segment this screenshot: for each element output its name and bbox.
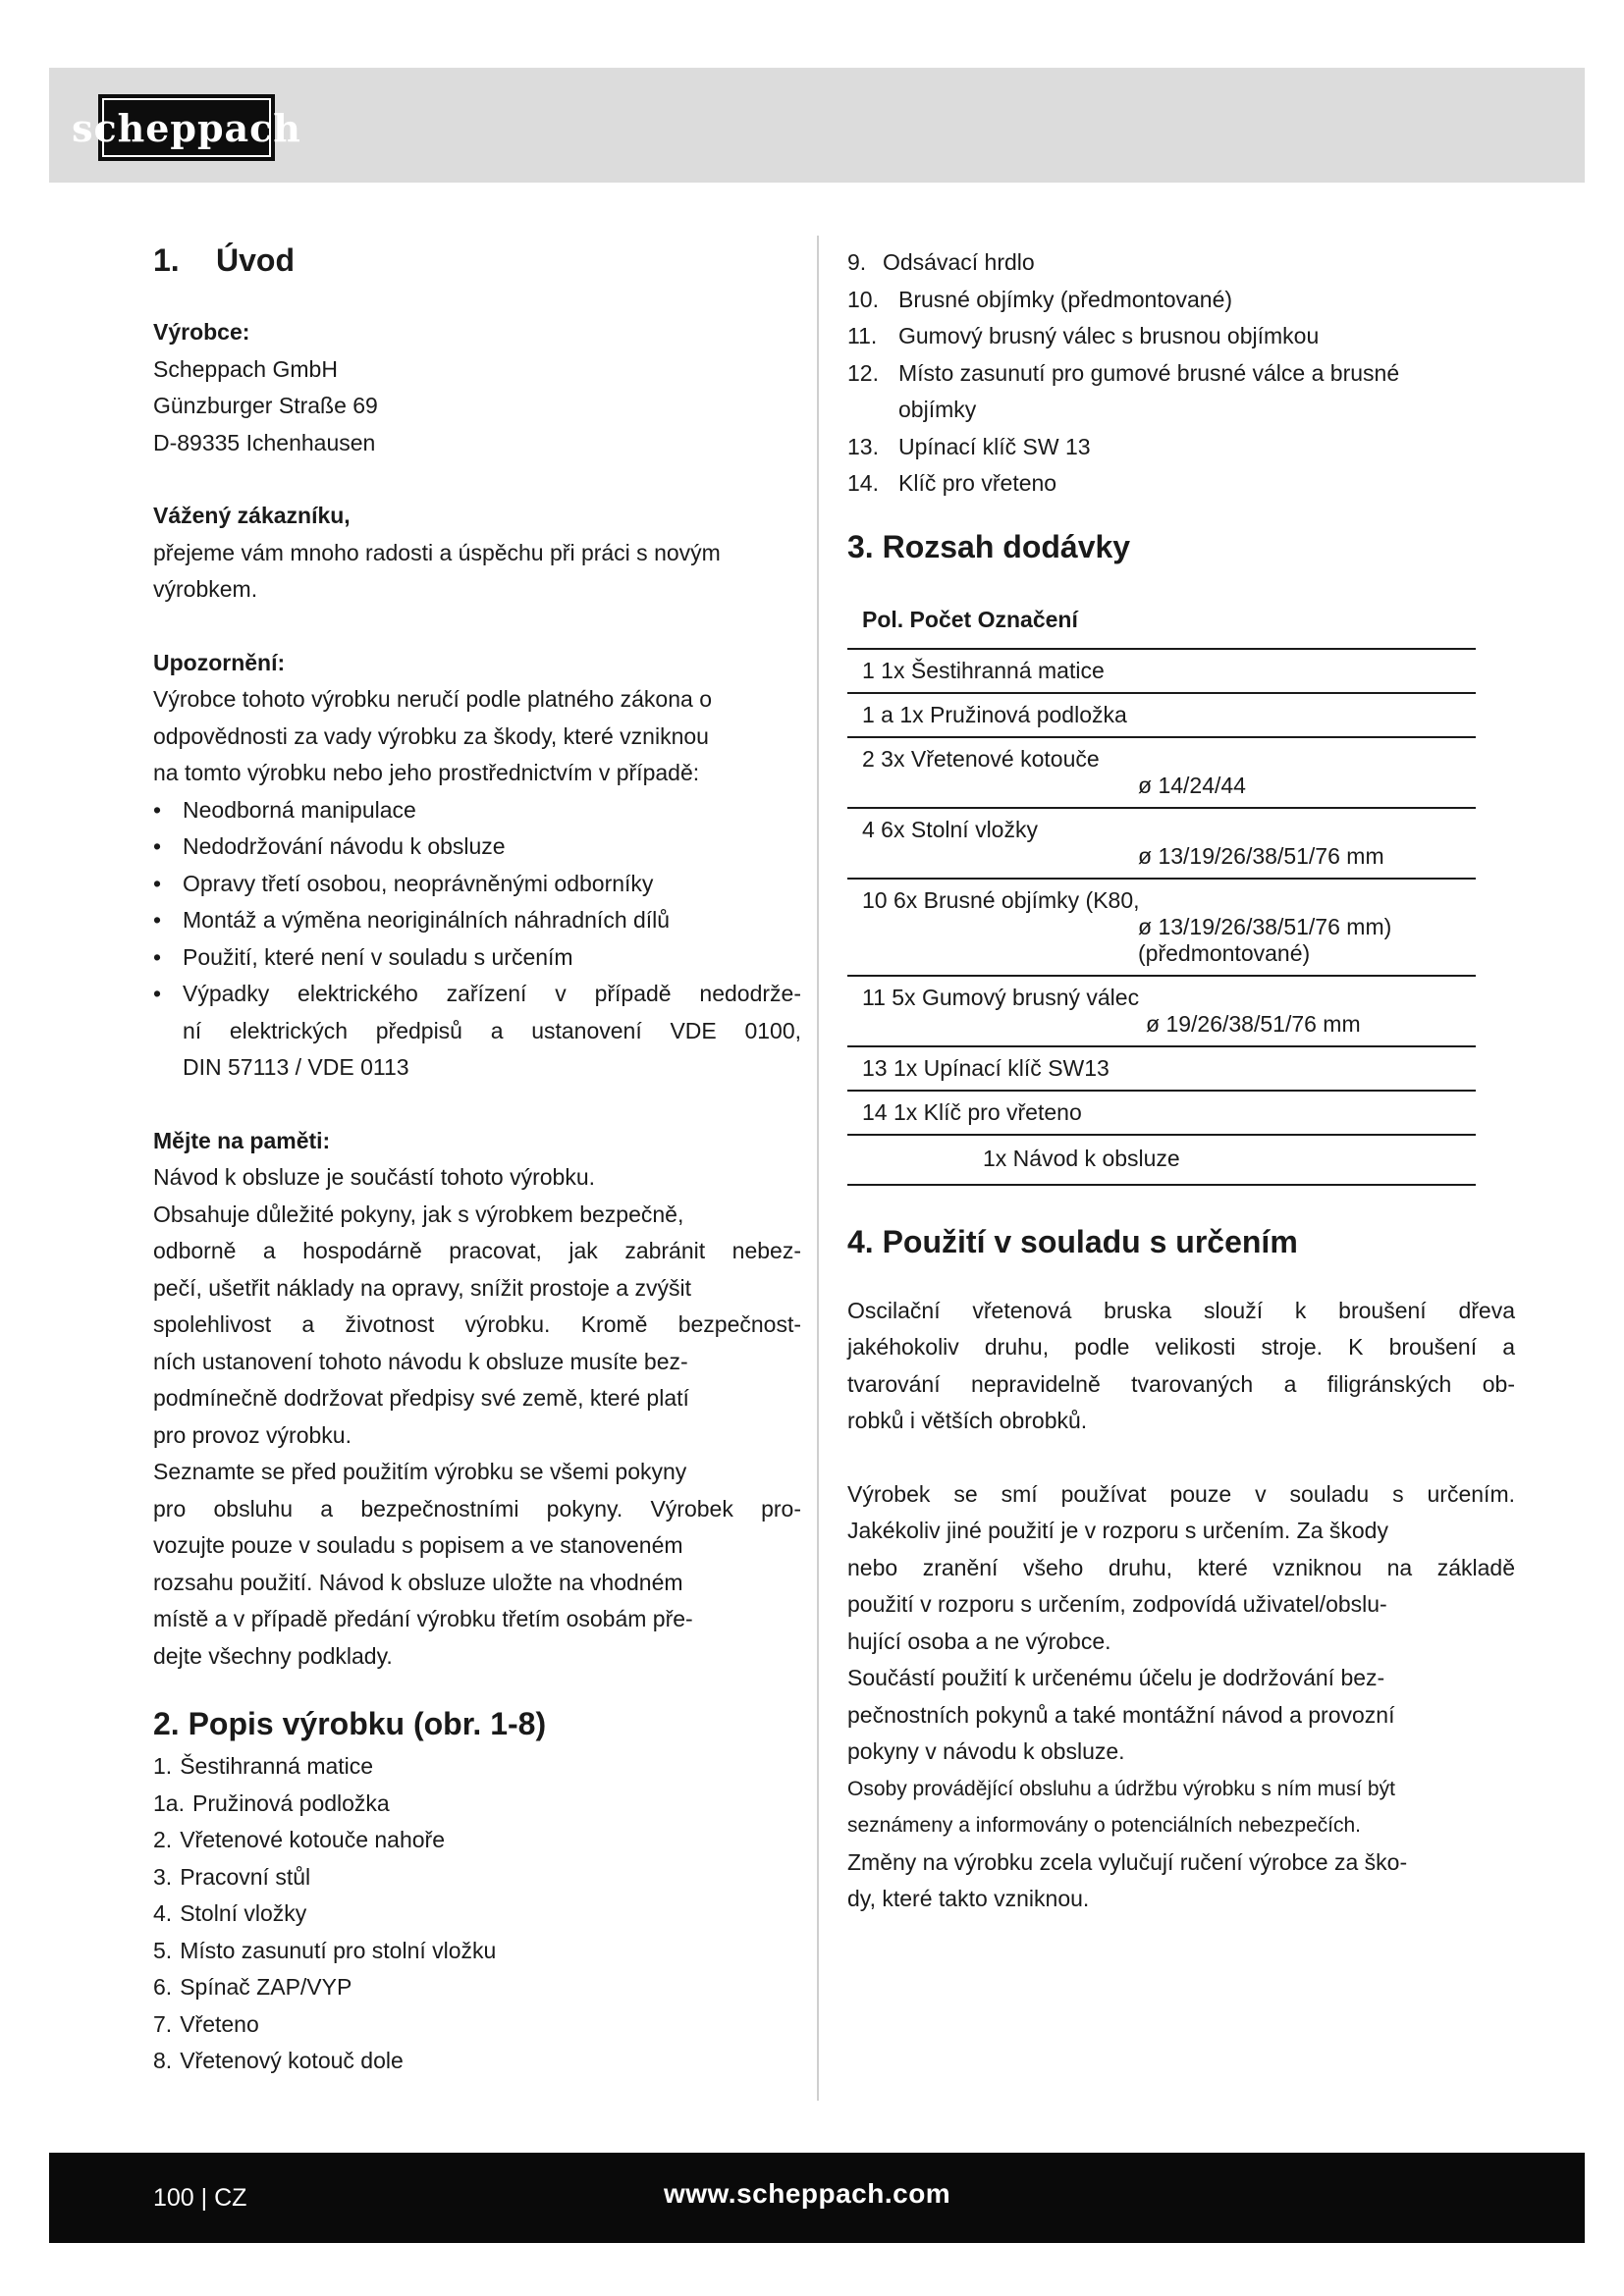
parts-list-continued xyxy=(847,244,1515,503)
list-item xyxy=(153,1786,801,1823)
list-item: • Opravy třetí osobou, neoprávněnými odborníky xyxy=(153,866,801,903)
intended-use-paragraph-1 xyxy=(847,1293,1515,1440)
list-item: • Montáž a výměna neoriginálních náhradních dílů xyxy=(153,902,801,939)
table-cell: 10 6x Brusné objímky (K80, xyxy=(862,886,1140,913)
item-text: Pružinová podložka xyxy=(191,1789,390,1816)
item-number: 3. xyxy=(153,1863,173,1890)
paragraph-line: tvarování nepravidelně tvarovaných a filigránských ob- xyxy=(847,1370,1515,1397)
list-item-line: DIN 57113 / VDE 0113 xyxy=(183,1054,409,1080)
paragraph-line: Seznamte se před použitím výrobku se všemi pokyny xyxy=(153,1459,687,1484)
list-item xyxy=(847,244,1515,282)
manufacturer-label: Výrobce: xyxy=(153,319,250,345)
item-number: 4. xyxy=(153,1900,173,1926)
notice-block xyxy=(153,645,801,1087)
list-item xyxy=(153,2006,801,2044)
paragraph-line: Změny na výrobku zcela vylučují ručení výrobce za ško- xyxy=(847,1848,1408,1875)
item-text: Klíč pro vřeteno xyxy=(898,470,1057,496)
item-text: Gumový brusný válec s brusnou objímkou xyxy=(898,323,1320,348)
table-cell-detail: ø 13/19/26/38/51/76 mm xyxy=(1138,842,1384,869)
table-cell: 1x Návod k obsluze xyxy=(983,1145,1180,1171)
column-divider xyxy=(817,236,819,2101)
customer-line: výrobkem. xyxy=(153,576,258,602)
section-1-heading xyxy=(153,236,801,285)
item-text: Vřeteno xyxy=(180,2010,259,2037)
list-item xyxy=(153,1969,801,2006)
remember-block xyxy=(153,1123,801,1676)
section-2-heading xyxy=(153,1699,801,1748)
table-row xyxy=(847,1047,1476,1092)
footer-bar xyxy=(49,2153,1585,2243)
paragraph-line: dy, které takto vzniknou. xyxy=(847,1886,1090,1911)
list-item xyxy=(847,429,1515,466)
item-text: Pracovní stůl xyxy=(180,1863,311,1890)
item-number: 1a. xyxy=(153,1789,185,1816)
table-header: Pol. Počet Označení xyxy=(847,593,1476,650)
remember-label: Mějte na paměti: xyxy=(153,1127,331,1153)
item-text: Místo zasunutí pro stolní vložku xyxy=(180,1937,497,1963)
item-text: Vřetenové kotouče nahoře xyxy=(180,1827,445,1852)
paragraph-line: Výrobek se smí používat pouze v souladu s určením. xyxy=(847,1480,1515,1507)
item-text-line: objímky xyxy=(898,397,977,422)
list-item xyxy=(153,976,801,1087)
item-number: 9. xyxy=(847,249,867,275)
table-cell-detail: ø 14/24/44 xyxy=(1138,772,1246,798)
paragraph-line: Obsahuje důležité pokyny, jak s výrobkem bezpečně, xyxy=(153,1201,684,1227)
customer-block xyxy=(153,498,801,609)
intended-use-paragraph-2 xyxy=(847,1476,1515,1918)
paragraph-line: pro obsluhu a bezpečnostními pokyny. Výrobek pro- xyxy=(153,1495,801,1522)
item-number: 8. xyxy=(153,2048,173,2073)
section-number: 1. xyxy=(153,242,180,278)
list-item: • Neodborná manipulace xyxy=(153,792,801,829)
paragraph-line: podmínečně dodržovat předpisy své země, které platí xyxy=(153,1385,689,1411)
item-number: 1. xyxy=(153,1753,173,1779)
list-item xyxy=(153,2043,801,2080)
table-cell: 1 1x Šestihranná matice xyxy=(862,657,1105,683)
section-title: Úvod xyxy=(216,242,295,278)
item-number: 10. xyxy=(847,286,879,312)
paragraph-line: pokyny v návodu k obsluze. xyxy=(847,1738,1125,1764)
liability-exclusion-list xyxy=(153,792,801,1087)
item-text-line: Místo zasunutí pro gumové brusné válce a brusné xyxy=(898,359,1400,386)
table-cell-detail: ø 19/26/38/51/76 mm xyxy=(1146,1010,1361,1037)
list-item-line: ní elektrických předpisů a ustanovení VDE 0100, xyxy=(183,1017,801,1043)
manufacturer-line: D-89335 Ichenhausen xyxy=(153,429,376,455)
paragraph-line: pečnostních pokynů a také montážní návod a provozní xyxy=(847,1701,1395,1728)
list-item xyxy=(847,355,1515,429)
section-title: Použití v souladu s určením xyxy=(882,1223,1298,1259)
table-cell: 1 a 1x Pružinová podložka xyxy=(862,701,1127,727)
notice-label: Upozornění: xyxy=(153,649,286,675)
table-row xyxy=(847,880,1476,977)
paragraph-line: pečí, ušetřit náklady na opravy, snížit prostoje a zvýšit xyxy=(153,1274,691,1301)
item-text: Vřetenový kotouč dole xyxy=(180,2048,404,2073)
list-item xyxy=(847,318,1515,355)
paragraph-line: spolehlivost a životnost výrobku. Kromě bezpečnost- xyxy=(153,1311,801,1337)
list-item xyxy=(153,1748,801,1786)
paragraph-line: Osoby provádějící obsluhu a údržbu výrobku s ním musí být xyxy=(847,1777,1395,1800)
item-number: 11. xyxy=(847,323,878,348)
paragraph-line: nebo zranění všeho druhu, které vzniknou na základě xyxy=(847,1554,1515,1580)
table-cell: 14 1x Klíč pro vřeteno xyxy=(862,1098,1082,1125)
left-column xyxy=(153,236,801,2080)
manufacturer-block xyxy=(153,314,801,461)
list-item xyxy=(153,1859,801,1896)
paragraph-line: seznámeny a informovány o potenciálních nebezpečích. xyxy=(847,1814,1361,1837)
list-item-line: • Výpadky elektrického zařízení v případě nedodrže- xyxy=(183,981,801,1006)
section-number: 3. xyxy=(847,528,874,564)
manufacturer-line: Günzburger Straße 69 xyxy=(153,393,378,418)
section-title: Rozsah dodávky xyxy=(882,528,1131,564)
table-row xyxy=(847,1136,1476,1186)
paragraph-line: Jakékoliv jiné použití je v rozporu s určením. Za škody xyxy=(847,1518,1388,1543)
paragraph-line: Oscilační vřetenová bruska slouží k broušení dřeva xyxy=(847,1297,1515,1323)
section-4-heading xyxy=(847,1217,1515,1266)
item-text: Stolní vložky xyxy=(180,1900,307,1926)
list-item xyxy=(153,1822,801,1859)
item-text: Odsávací hrdlo xyxy=(883,249,1035,275)
right-column xyxy=(847,236,1515,1918)
section-number: 4. xyxy=(847,1223,874,1259)
item-number: 5. xyxy=(153,1937,173,1963)
table-cell: 2 3x Vřetenové kotouče xyxy=(862,745,1100,772)
section-number: 2. xyxy=(153,1706,180,1741)
table-cell: 4 6x Stolní vložky xyxy=(862,816,1038,842)
paragraph-line: Součástí použití k určenému účelu je dodržování bez- xyxy=(847,1665,1385,1690)
customer-label: Vážený zákazníku, xyxy=(153,503,351,528)
item-number: 7. xyxy=(153,2010,173,2037)
page-number: 100 | CZ xyxy=(153,2184,247,2212)
paragraph-line: rozsahu použití. Návod k obsluze uložte na vhodném xyxy=(153,1569,683,1595)
manufacturer-line: Scheppach GmbH xyxy=(153,355,338,382)
scheppach-logo xyxy=(72,94,301,161)
table-row xyxy=(847,1092,1476,1136)
table-cell-detail: ø 13/19/26/38/51/76 mm) xyxy=(1138,913,1392,939)
list-item xyxy=(153,1896,801,1933)
table-row xyxy=(847,650,1476,694)
customer-line: přejeme vám mnoho radosti a úspěchu při práci s novým xyxy=(153,539,721,565)
item-number: 14. xyxy=(847,470,879,496)
table-cell-detail: (předmontované) xyxy=(1138,939,1311,966)
header-bar xyxy=(49,68,1585,183)
item-text: Spínač ZAP/VYP xyxy=(180,1974,352,2000)
item-text: Šestihranná matice xyxy=(180,1753,374,1779)
paragraph-line: Návod k obsluze je součástí tohoto výrobku. xyxy=(153,1164,596,1190)
list-item xyxy=(153,1933,801,1970)
paragraph-line: ních ustanovení tohoto návodu k obsluze musíte bez- xyxy=(153,1348,688,1374)
list-item xyxy=(847,282,1515,319)
paragraph-line: hující osoba a ne výrobce. xyxy=(847,1628,1111,1654)
table-cell: 13 1x Upínací klíč SW13 xyxy=(862,1054,1110,1081)
list-item xyxy=(847,465,1515,503)
list-item: • Použití, které není v souladu s určením xyxy=(153,939,801,977)
paragraph-line: jakéhokoliv druhu, podle velikosti stroje. K broušení a xyxy=(847,1334,1515,1360)
notice-line: na tomto výrobku nebo jeho prostřednictvím v případě: xyxy=(153,760,700,785)
item-number: 12. xyxy=(847,359,879,386)
table-cell: 11 5x Gumový brusný válec xyxy=(862,984,1140,1010)
item-number: 13. xyxy=(847,433,879,459)
list-item: • Nedodržování návodu k obsluze xyxy=(153,828,801,866)
parts-list xyxy=(153,1748,801,2080)
notice-line: Výrobce tohoto výrobku neručí podle platného zákona o xyxy=(153,686,712,712)
item-text xyxy=(898,355,1515,429)
paragraph-line: místě a v případě předání výrobku třetím osobám pře- xyxy=(153,1606,693,1631)
paragraph-line: dejte všechny podklady. xyxy=(153,1642,393,1669)
item-text: Upínací klíč SW 13 xyxy=(898,433,1091,459)
paragraph-line: robků i větších obrobků. xyxy=(847,1408,1088,1433)
table-row xyxy=(847,694,1476,738)
table-row xyxy=(847,738,1476,809)
logo-text: scheppach xyxy=(72,105,301,150)
table-row xyxy=(847,809,1476,880)
paragraph-line: pro provoz výrobku. xyxy=(153,1421,352,1448)
section-title: Popis výrobku (obr. 1-8) xyxy=(188,1706,547,1741)
paragraph-line: použití v rozporu s určením, zodpovídá uživatel/obslu- xyxy=(847,1591,1387,1617)
paragraph-line: odborně a hospodárně pracovat, jak zabránit nebez- xyxy=(153,1238,801,1263)
item-text: Brusné objímky (předmontované) xyxy=(898,286,1233,312)
item-number: 2. xyxy=(153,1827,173,1852)
notice-line: odpovědnosti za vady výrobku za škody, které vzniknou xyxy=(153,722,709,749)
website-link[interactable]: www.scheppach.com xyxy=(664,2178,951,2209)
item-number: 6. xyxy=(153,1974,173,2000)
section-3-heading xyxy=(847,522,1515,571)
table-row xyxy=(847,977,1476,1047)
delivery-scope-table xyxy=(847,593,1476,1186)
paragraph-line: vozujte pouze v souladu s popisem a ve stanoveném xyxy=(153,1532,683,1558)
